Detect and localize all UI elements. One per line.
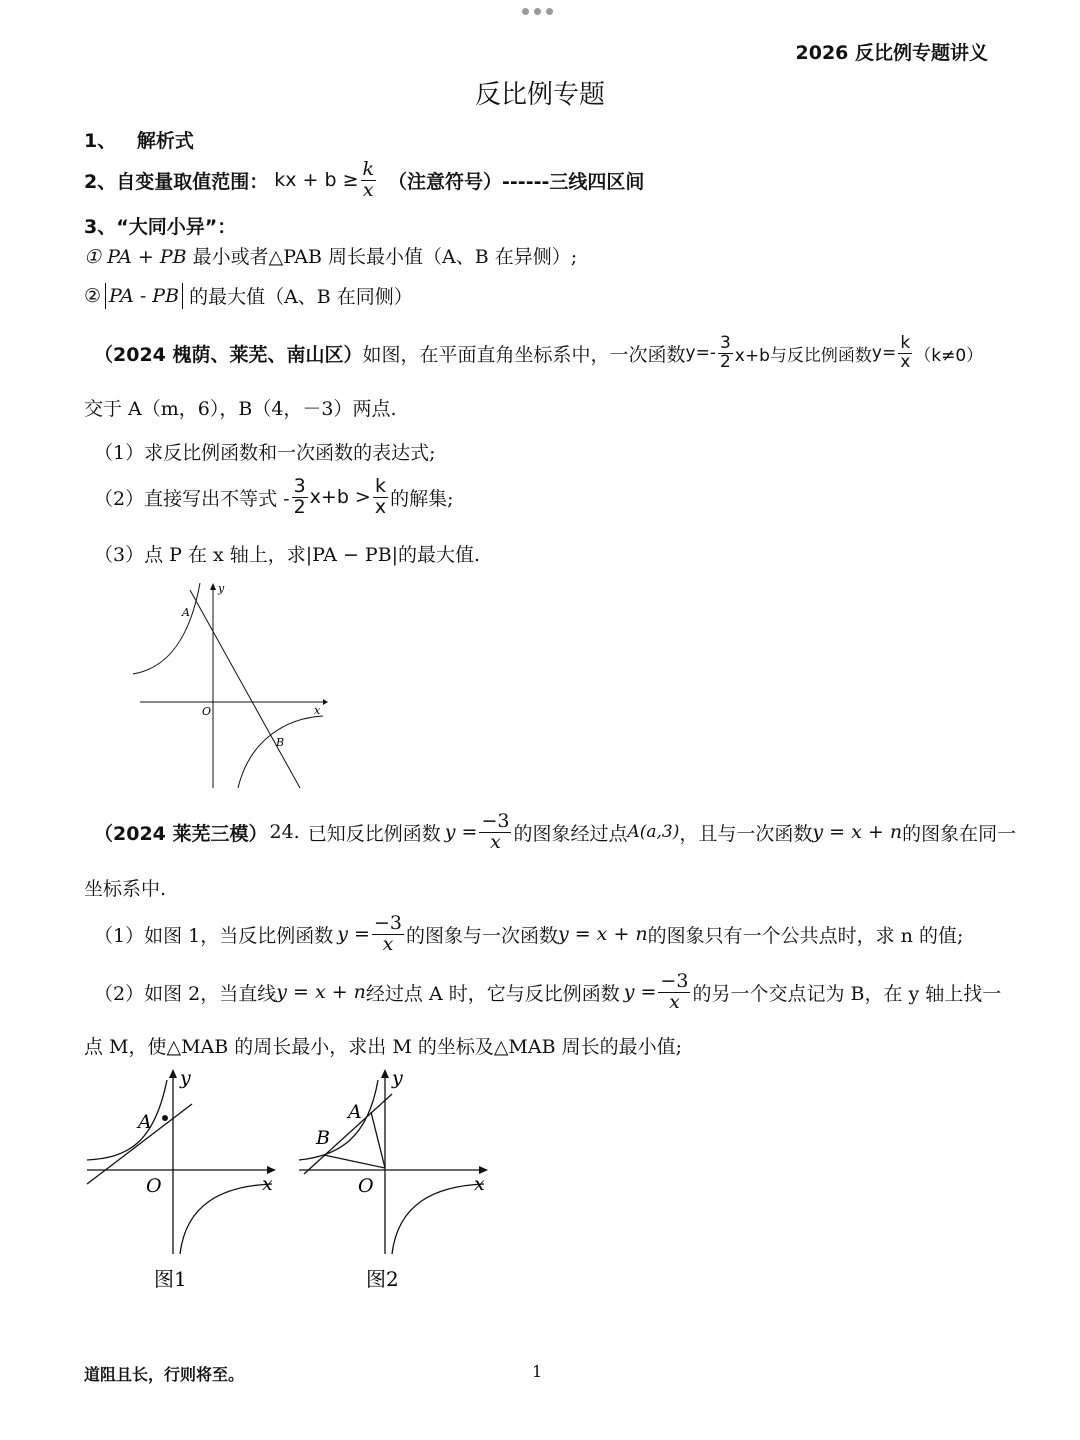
section-heading: 2、自变量取值范围：: [84, 170, 269, 193]
question-text: 的另一个交点记为 B，在 y 轴上找一: [692, 982, 1002, 1005]
fraction: [373, 474, 388, 518]
linear-function: y = x + n: [557, 923, 648, 945]
problem-1-graph: [128, 578, 328, 792]
fraction-numerator: 3: [719, 332, 731, 353]
section-number: 1、: [84, 130, 117, 152]
origin-label: O: [358, 1175, 374, 1197]
problem-1-intro: [94, 328, 983, 378]
linear-function: y = x + n: [276, 981, 366, 1003]
footer-motto: 道阻且长，行则将至。: [84, 1365, 245, 1384]
section-note: （注意符号）------三线四区间: [388, 170, 645, 193]
fraction-denominator: 2: [719, 351, 731, 372]
hyperbola-branch-upper-left: [87, 1080, 167, 1160]
point-label-a: A: [138, 1111, 152, 1133]
y-axis-label: y: [392, 1067, 403, 1089]
point-a: [162, 1115, 168, 1121]
problem-source: （2024 莱芜三模）: [94, 822, 268, 845]
fraction-denominator: x: [900, 351, 911, 372]
question-text: 的图象与一次函数: [405, 924, 558, 947]
fraction-denominator: x: [669, 990, 680, 1013]
item-text: 的最大值（A、B 在同侧）: [189, 286, 413, 308]
dot: [546, 8, 553, 15]
fraction-numerator: k: [900, 332, 911, 353]
fraction-numerator: k: [362, 157, 375, 180]
problem-text: 的图象在同一: [902, 822, 1017, 845]
question-text: 的图象只有一个公共点时，求 n 的值;: [647, 924, 964, 947]
fraction-denominator: x: [490, 830, 501, 853]
hyperbola-branch-lower-right: [180, 1184, 272, 1254]
hyperbola-branch-upper-left: [133, 583, 200, 674]
fraction-denominator: x: [362, 178, 374, 201]
figure-caption: 图2: [366, 1267, 399, 1291]
header-title: 2026 反比例专题讲义: [795, 42, 988, 64]
section-heading: 解析式: [136, 130, 194, 152]
y-axis-arrow: [210, 583, 216, 590]
problem-2-figure-2: [294, 1064, 494, 1304]
section-3-item-1: [84, 242, 577, 269]
origin-label: O: [146, 1175, 162, 1197]
point-label-b: B: [316, 1127, 330, 1149]
problem-1-question-1: （1）求反比例函数和一次函数的表达式;: [94, 442, 436, 464]
point-expression: A(a,3): [627, 822, 680, 842]
math-expression: ① PA + PB: [84, 246, 187, 268]
function-prefix: y =: [337, 923, 370, 945]
linear-function: y = x + n: [812, 821, 903, 843]
section-2: [84, 154, 644, 206]
fraction: [658, 969, 690, 1013]
fraction-numerator: −3: [660, 969, 689, 992]
inverse-function-condition: （k≠0）: [914, 345, 984, 366]
question-text: （2）如图 2，当直线: [94, 982, 277, 1005]
x-axis-label: x: [474, 1173, 485, 1195]
problem-1-line-2: 交于 A（m，6），B（4，－3）两点.: [84, 398, 397, 420]
y-axis-label: y: [218, 582, 225, 595]
question-text: 经过点 A 时，它与反比例函数: [365, 982, 620, 1005]
problem-text: 如图，在平面直角坐标系中，一次函数: [362, 343, 686, 366]
problem-2-question-2: [94, 964, 1001, 1020]
absolute-value-expression: PA - PB: [105, 283, 183, 309]
point-label-b: B: [276, 736, 285, 749]
linear-function-suffix: x+b与反比例函数: [734, 345, 872, 366]
problem-text: ，且与一次函数: [679, 822, 813, 845]
linear-function-line: [190, 590, 300, 788]
origin-label: O: [202, 705, 212, 718]
fraction: [292, 474, 308, 518]
dot: [534, 8, 541, 15]
section-3-heading: 3、“大同小异”：: [84, 216, 237, 238]
section-3-item-2: [84, 282, 413, 309]
fraction: [718, 332, 733, 372]
question-text: 的解集;: [390, 487, 454, 510]
item-marker: ②: [84, 284, 102, 307]
fraction-numerator: −3: [373, 911, 402, 934]
fraction-denominator: x: [374, 495, 387, 518]
inequality-left: kx + b ≥: [274, 169, 359, 191]
point-label-a: A: [182, 606, 190, 619]
fraction-numerator: −3: [481, 809, 510, 832]
problem-number: 24.: [269, 821, 300, 843]
point-label-a: A: [348, 1101, 362, 1123]
problem-text: 的图象经过点: [513, 822, 628, 845]
problem-2-line-2: 坐标系中.: [84, 878, 167, 900]
problem-source: （2024 槐荫、莱芜、南山区）: [94, 343, 363, 366]
fraction-denominator: x: [382, 932, 394, 955]
fraction-numerator: 3: [293, 474, 306, 497]
hyperbola-branch-upper-left: [299, 1080, 378, 1160]
problem-2-figure-1: [82, 1064, 282, 1304]
dot: [522, 8, 529, 15]
page-number: 1: [532, 1362, 543, 1381]
fraction-denominator: 2: [293, 495, 306, 518]
item-text: 最小或者△PAB 周长最小值（A、B 在异侧）;: [192, 246, 578, 268]
x-axis-label: x: [314, 704, 321, 717]
linear-function-prefix: y=-: [685, 343, 716, 363]
x-axis-arrow: [323, 699, 328, 705]
inequality-middle: x+b >: [309, 486, 371, 508]
fraction: [479, 809, 511, 853]
fraction: [372, 911, 404, 955]
problem-1-question-3: （3）点 P 在 x 轴上，求|PA − PB|的最大值.: [94, 544, 481, 566]
problem-2-question-2-line-2: 点 M，使△MAB 的周长最小，求出 M 的坐标及△MAB 周长的最小值;: [84, 1036, 683, 1058]
fraction: [898, 332, 912, 372]
problem-text: 已知反比例函数: [307, 822, 441, 845]
figure-caption: 图1: [154, 1267, 187, 1291]
fraction: [361, 157, 377, 201]
page-title: 反比例专题: [474, 80, 605, 110]
problem-2-intro: [94, 804, 1016, 860]
problem-2-question-1: [94, 906, 963, 962]
question-text: （1）如图 1，当反比例函数: [94, 924, 334, 947]
question-text: （2）直接写出不等式 -: [94, 487, 290, 510]
x-axis-label: x: [262, 1173, 273, 1195]
inverse-function-prefix: y=: [871, 343, 897, 363]
hyperbola-branch-lower-right: [392, 1184, 484, 1254]
more-options-icon[interactable]: [522, 8, 553, 15]
fraction-numerator: k: [374, 474, 386, 497]
problem-1-question-2: [94, 472, 454, 522]
y-axis-arrow: [381, 1069, 389, 1078]
section-1: [84, 126, 194, 153]
function-prefix: y =: [444, 821, 478, 843]
y-axis-arrow: [169, 1069, 177, 1078]
segment-am: [371, 1112, 385, 1168]
segment-bm: [324, 1155, 385, 1168]
function-prefix: y =: [623, 981, 657, 1003]
y-axis-label: y: [180, 1067, 191, 1089]
